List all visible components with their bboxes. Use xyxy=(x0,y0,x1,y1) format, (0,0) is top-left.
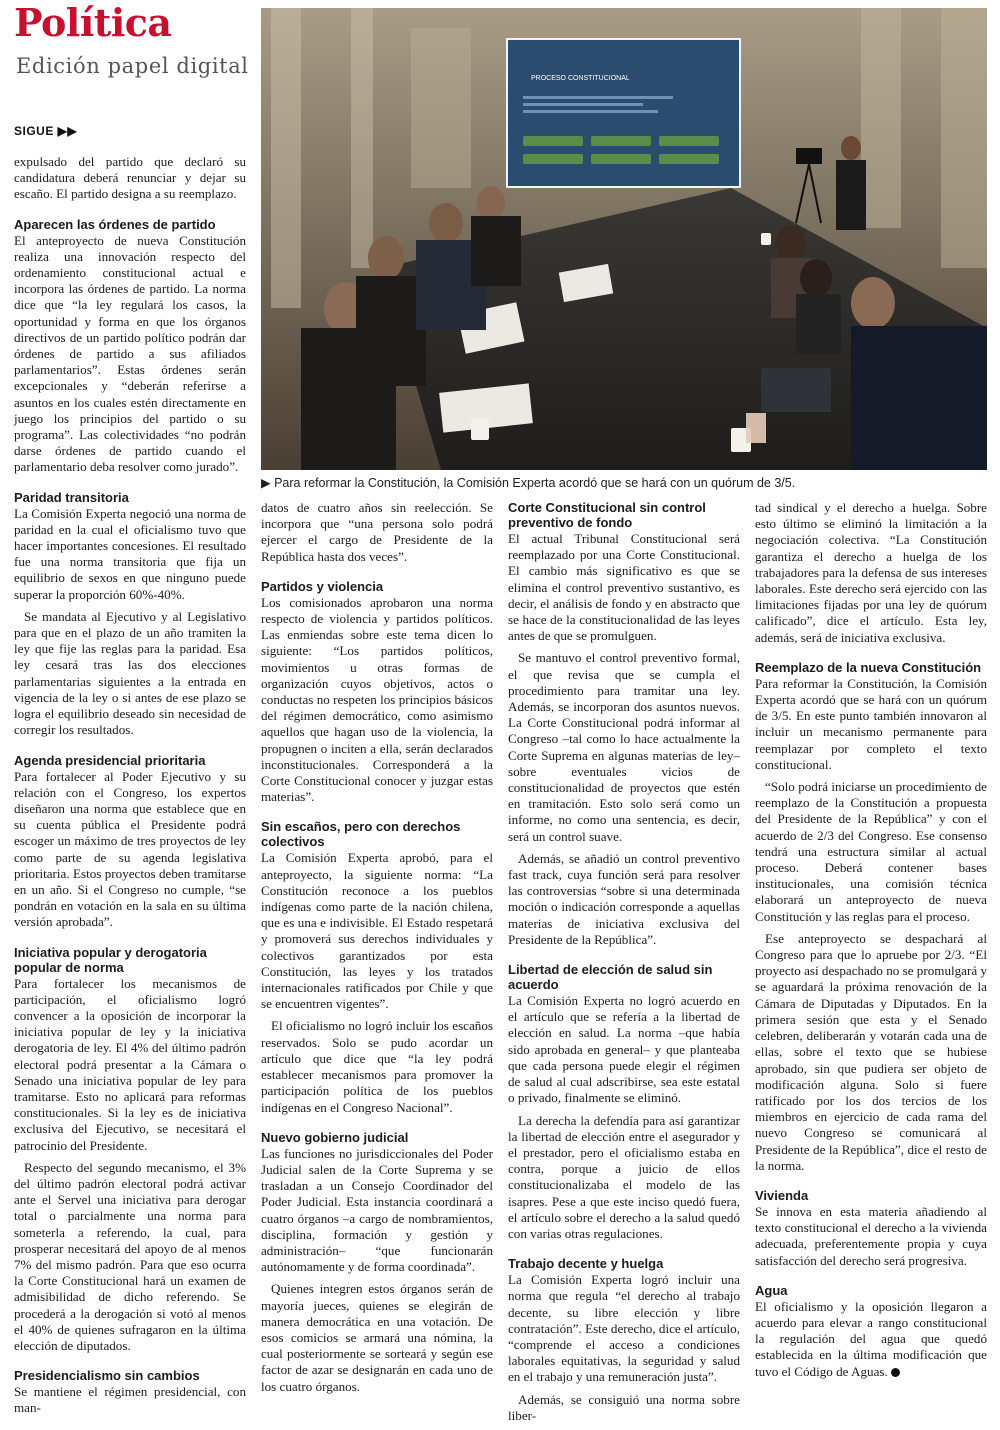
screen-title: PROCESO CONSTITUCIONAL xyxy=(531,75,630,82)
paragraph: Se mandata al Ejecutivo y al Legislativo para que en el plazo de un año tramiten la ley que fije las reglas para la paridad. Esa ley cesará tras las dos elecciones parlamentarias siguientes a la entrada en vigencia de la ley o si antes de ese plazo se logra el equilibrio deseado sin necesidad de corregir los resultados. xyxy=(14,608,246,738)
meeting-room-illustration xyxy=(261,8,987,470)
paragraph: El actual Tribunal Constitucional será reemplazado por una Corte Constitucional. El cambio más significativo es que se elimina el control preventivo sustantivo, es decir, el análisis de fondo y en abstracto que se hace de la constitucionalidad de las leyes antes de que se promulguen. xyxy=(508,531,740,644)
paragraph: Para fortalecer al Poder Ejecutivo y su relación con el Congreso, los expertos diseñaron una norma que establece que en su cuenta pública el Presidente podrá escoger un máximo de tres proyectos de ley como parte de su agenda legislativa prioritaria. Estos proyectos deben tramitarse en un año. Si el Congreso no cumple, “se pondrán en votación en la sala en su última versión aprobada”. xyxy=(14,768,246,930)
laptop-icon xyxy=(761,368,831,412)
paragraph: La Comisión Experta no logró acuerdo en el artículo que se refería a la libertad de elección en salud. La norma –que había sido aprobada en general– y que planteaba que cada persona puede elegir el régimen de salud al cual adscribirse, sea este estatal o privado, finalmente se eliminó. xyxy=(508,993,740,1106)
paragraph: Se mantiene el régimen presidencial, con man- xyxy=(14,1384,246,1416)
article-column-1 xyxy=(14,154,246,1423)
paragraph: Además, se consiguió una norma sobre liber- xyxy=(508,1391,740,1423)
paragraph-text: El oficialismo y la oposición llegaron a acuerdo para elevar a rango constitucional la regulación del agua que quedó establecida en la última modificación que tuvo el Código de Aguas. xyxy=(755,1298,987,1379)
subheading: Agenda presidencial prioritaria xyxy=(14,752,206,768)
paragraph: Se innova en esta materia añadiendo al texto constitucional el derecho a la vivienda adecuada, preferentemente propia y cuya satisfacción del derecho será progresiva. xyxy=(755,1203,987,1268)
subheading: Trabajo decente y huelga xyxy=(508,1256,664,1272)
paragraph: “Solo podrá iniciarse un procedimiento de reemplazo de la Constitución a propuesta del Presidente de la República” y con el acuerdo de 2/3 del Congreso. Ese consenso tendrá una estructura similar al actual proceso. Deberá contener bases institucionales, una comisión técnica elaborará un anteproyecto de nueva Constitución y las reglas para el proceso. xyxy=(755,779,987,924)
subheading: Vivienda xyxy=(755,1187,809,1203)
paragraph: Para fortalecer los mecanismos de participación, el oficialismo logró convencer a la oposición de incorporar la iniciativa popular de ley y la iniciativa derogatoria de ley. El 4% del último padrón electoral podrá presentar a la Cámara o Senado una iniciativa popular de ley para tramitarse. Esto no aplicará para reformas constitucionales. Si la ley es de iniciativa exclusiva del Ejecutivo, se necesitará el patrocinio del Presidente. xyxy=(14,975,246,1153)
paragraph: datos de cuatro años sin reelección. Se incorpora que “una persona solo podrá ejercer el cargo de Presidente de la República hasta dos veces”. xyxy=(261,500,493,564)
paragraph: Respecto del segundo mecanismo, el 3% del último padrón electoral podrá activar ante el Servel una iniciativa para derogar total o parcialmente una norma para someterla a referendo, la cual, para prosperar necesitará del apoyo de al menos 7% del mismo padrón. Para que eso ocurra la Corte Constitucional hará un examen de admisibilidad de dicho referendo. Se procederá a la derogación si votó al menos el 40% de quienes sufragaron en la última elección de diputados. xyxy=(14,1159,246,1353)
paragraph: Ese anteproyecto se despachará al Congreso para que lo apruebe por 2/3. “El proyecto así despachado no se promulgará y se aguardará la próxima renovación de la Cámara de Diputadas y Diputados. En la primera sesión que esta y el Senado celebren, deliberarán y votarán cada una de ellas, sobre el texto que se hubiese aprobado, sin que pudiera ser objeto de modificación alguna. Solo si fuere ratificado por los dos tercios de los miembros en ejercicio de cada rama del nuevo Congreso se comunicará al Presidente de la República”, dice el resto de la norma. xyxy=(755,930,987,1173)
subheading: Agua xyxy=(755,1282,788,1298)
paragraph: La derecha la defendía para así garantizar la libertad de elección entre el asegurador y el prestador, pero el oficialismo estaba en contra, porque a juicio de ellos constitucionalizaba el modelo de las isapres. Pese a que este inciso quedó fuera, el artículo sobre el derecho a la salud quedó con varias otras regulaciones. xyxy=(508,1112,740,1241)
article-column-4 xyxy=(755,500,987,1386)
subheading: Corte Constitucional sin control preventivo de fondo xyxy=(508,500,706,530)
paragraph: La Comisión Experta aprobó, para el anteproyecto, la siguiente norma: “La Constitución reconoce a los pueblos indígenas como parte de la nación chilena, que es una e indivisible. El Estado respetará y promoverá sus derechos individuales y colectivos garantizados por esta Constitución, las leyes y los tratados internacionales ratificados por Chile y que se encuentren vigentes”. xyxy=(261,850,493,1012)
paragraph: tad sindical y el derecho a huelga. Sobre esto último se eliminó la limitación a la negociación colectiva. “La Constitución garantiza el derecho a huelga de los trabajadores para la defensa de sus intereses laborales. Este derecho será ejercido con las limitaciones fijadas por una ley de quórum calificado”, dice el artículo. Esta ley, además, será de iniciativa exclusiva. xyxy=(755,500,987,645)
paragraph: Quienes integren estos órganos serán de mayoría jueces, quienes se elegirán de manera democrática en una votación. De esos comicios se armará una nómina, la cual posteriormente se sorteará y según ese factor de azar se designarán en cada uno de los cuatro órganos. xyxy=(261,1281,493,1394)
paragraph: Las funciones no jurisdiccionales del Poder Judicial salen de la Corte Suprema y se trasladan a un Consejo Coordinador del Poder Judicial. Esta instancia coordinará a cuatro órganos –a cargo de nombramientos, disciplina, formación y gestión y administración– “que funcionarán autónomamente y de forma coordinada”. xyxy=(261,1145,493,1275)
paragraph: Para reformar la Constitución, la Comisión Experta acordó que se hará con un quórum de 3/5. En este punto también innovaron al incluir un mecanismo permanente para reemplazar por completo el texto constitucional. xyxy=(755,675,987,772)
photo-caption: ▶ Para reformar la Constitución, la Comisión Experta acordó que se hará con un quórum de 3/5. xyxy=(261,476,796,490)
section-title: Política xyxy=(14,0,172,45)
subheading: Iniciativa popular y derogatoria popular de norma xyxy=(14,944,207,975)
subheading: Presidencialismo sin cambios xyxy=(14,1368,200,1384)
paragraph: expulsado del partido que declaró su candidatura deberá renunciar y dejar su escaño. El partido designa a su reemplazo. xyxy=(14,154,246,202)
paragraph: Se mantuvo el control preventivo formal, el que revisa que se cumpla el procedimiento para tramitar una ley. Además, se incorporan dos asuntos nuevos. La Corte Constitucional podrá informar al Congreso –tal como lo hace actualmente la Corte Suprema en algunas materias de ley– sobre eventuales vicios de constitucionalidad de proyectos que estén en tramitación. Esto solo será como un informe, no como una sentencia, es decir, será un control suave. xyxy=(508,650,740,844)
edition-subtitle: Edición papel digital xyxy=(16,54,249,78)
article-photo xyxy=(261,8,987,470)
paragraph: El anteproyecto de nueva Constitución realiza una innovación respecto del ordenamiento constitucional actual e incorpora las órdenes de partido. La norma dice que “la ley regulará los casos, la oportunidad y forma en que los órganos directivos de un partido político podrán dar órdenes de partido a sus afiliados parlamentarios”. Estas órdenes serán excepcionales y “deberán referirse a asuntos en los cuales estén directamente en juego los principios del partido o su programa”. Las colectividades “no podrán darse órdenes de partido cuando el parlamentario deba resolver como jurado”. xyxy=(14,232,246,475)
continue-link[interactable]: SIGUE ▶▶ xyxy=(14,124,78,138)
subheading: Sin escaños, pero con derechos colectivos xyxy=(261,819,461,850)
paragraph: La Comisión Experta logró incluir una norma que regula “el derecho al trabajo decente, su libre elección y libre contratación”. Este derecho, dice el artículo, “comprende el acceso a condiciones laborales equitativas, la seguridad y salud en el trabajo y una remuneración justa”. xyxy=(508,1272,740,1385)
paragraph: Los comisionados aprobaron una norma respecto de violencia y partidos políticos. Las enmiendas sobre este tema dicen lo siguiente: “Los partidos políticos, movimientos u otras formas de organización cuyos objetivos, actos o conductas no respeten los principios básicos del régimen democrático, como asimismo aquellos que hagan uso de la violencia, la propugnen o inciten a ella, serán declarados inconstitucionales. Corresponderá a la Corte Constitucional conocer y juzgar estas materias”. xyxy=(261,594,493,805)
article-column-2 xyxy=(261,500,493,1401)
end-of-article-icon xyxy=(891,1368,900,1377)
subheading: Partidos y violencia xyxy=(261,578,384,594)
paragraph: Además, se añadió un control preventivo fast track, cuya función será para resolver las controversias “sobre si una determinada moción o indicación corresponde a aquellas materias de iniciativa exclusiva del Presidente de la República”. xyxy=(508,850,740,947)
subheading: Aparecen las órdenes de partido xyxy=(14,216,216,232)
subheading: Paridad transitoria xyxy=(14,489,129,505)
paragraph: El oficialismo no logró incluir los escaños reservados. Solo se pudo acordar un artículo que dice que “la ley podrá establecer mecanismos para promover la participación política de los pueblos indígenas en el Congreso Nacional”. xyxy=(261,1018,493,1115)
paragraph: La Comisión Experta negoció una norma de paridad en la cual el oficialismo tuvo que hacer importantes concesiones. El resultado fue una norma transitoria que fija un equilibrio de sexos en que ninguno puede superar la proporción 60%-40%. xyxy=(14,505,246,602)
subheading: Nuevo gobierno judicial xyxy=(261,1129,409,1145)
subheading: Libertad de elección de salud sin acuerdo xyxy=(508,962,713,993)
subheading: Reemplazo de la nueva Constitución xyxy=(755,659,982,675)
article-column-3 xyxy=(508,500,740,1430)
